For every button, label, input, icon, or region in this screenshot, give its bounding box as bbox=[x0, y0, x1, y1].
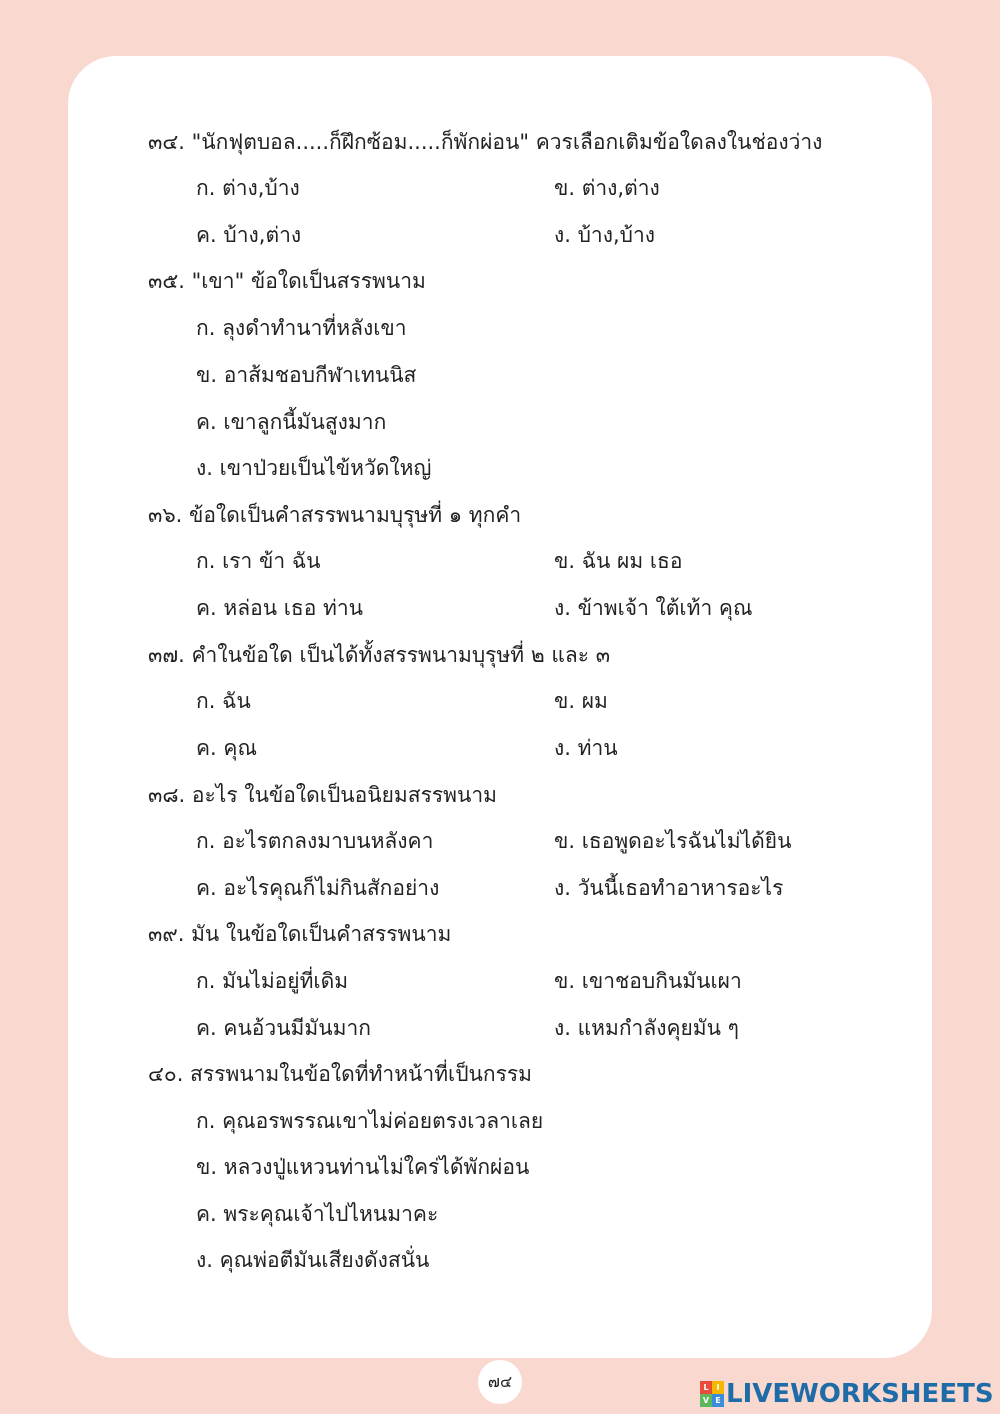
q37-option-a[interactable]: ก. ฉัน bbox=[196, 689, 251, 713]
q34-option-a[interactable]: ก. ต่าง,บ้าง bbox=[196, 176, 300, 200]
question-34: ๓๔. "นักฟุตบอล.....ก็ฝึกซ้อม.....ก็พักผ่อน" ควรเลือกเติมข้อใดลงในช่องว่าง bbox=[148, 130, 823, 154]
question-39: ๓๙. มัน ในข้อใดเป็นคำสรรพนาม bbox=[148, 922, 452, 946]
q38-option-c[interactable]: ค. อะไรคุณก็ไม่กินสักอย่าง bbox=[196, 876, 440, 900]
logo-letter-i: I bbox=[712, 1381, 724, 1394]
question-38: ๓๘. อะไร ในข้อใดเป็นอนิยมสรรพนาม bbox=[148, 783, 497, 807]
q36-option-a[interactable]: ก. เรา ข้า ฉัน bbox=[196, 549, 321, 573]
q38-option-d[interactable]: ง. วันนี้เธอทำอาหารอะไร bbox=[554, 876, 784, 900]
liveworksheets-brand bbox=[700, 1380, 994, 1408]
q39-option-c[interactable]: ค. คนอ้วนมีมันมาก bbox=[196, 1016, 371, 1040]
q39-option-b[interactable]: ข. เขาชอบกินมันเผา bbox=[554, 969, 742, 993]
q38-option-b[interactable]: ข. เธอพูดอะไรฉันไม่ได้ยิน bbox=[554, 829, 792, 853]
brand-text: LIVEWORKSHEETS bbox=[726, 1379, 994, 1409]
q36-option-c[interactable]: ค. หล่อน เธอ ท่าน bbox=[196, 596, 364, 620]
q36-option-d[interactable]: ง. ข้าพเจ้า ใต้เท้า คุณ bbox=[554, 596, 753, 620]
question-40: ๔๐. สรรพนามในข้อใดที่ทำหน้าที่เป็นกรรม bbox=[148, 1062, 533, 1086]
liveworksheets-logo-icon bbox=[700, 1381, 724, 1407]
logo-letter-e: E bbox=[712, 1394, 724, 1407]
q40-option-a[interactable]: ก. คุณอรพรรณเขาไม่ค่อยตรงเวลาเลย bbox=[196, 1109, 544, 1133]
q40-option-c[interactable]: ค. พระคุณเจ้าไปไหนมาคะ bbox=[196, 1202, 439, 1226]
q40-option-b[interactable]: ข. หลวงปู่แหวนท่านไม่ใคร่ได้พักผ่อน bbox=[196, 1155, 530, 1179]
q39-option-a[interactable]: ก. มันไม่อยู่ที่เดิม bbox=[196, 969, 349, 993]
q35-option-d[interactable]: ง. เขาป่วยเป็นไข้หวัดใหญ่ bbox=[196, 456, 432, 480]
q35-option-a[interactable]: ก. ลุงดำทำนาที่หลังเขา bbox=[196, 316, 407, 340]
q34-option-b[interactable]: ข. ต่าง,ต่าง bbox=[554, 176, 660, 200]
q37-option-c[interactable]: ค. คุณ bbox=[196, 736, 257, 760]
q37-option-d[interactable]: ง. ท่าน bbox=[554, 736, 618, 760]
q37-option-b[interactable]: ข. ผม bbox=[554, 689, 608, 713]
question-37: ๓๗. คำในข้อใด เป็นได้ทั้งสรรพนามบุรุษที่ ๒ และ ๓ bbox=[148, 643, 611, 667]
q35-option-b[interactable]: ข. อาส้มชอบกีฬาเทนนิส bbox=[196, 363, 417, 387]
q35-option-c[interactable]: ค. เขาลูกนี้มันสูงมาก bbox=[196, 410, 387, 434]
q38-option-a[interactable]: ก. อะไรตกลงมาบนหลังคา bbox=[196, 829, 434, 853]
q39-option-d[interactable]: ง. แหมกำลังคุยมัน ๆ bbox=[554, 1016, 739, 1040]
page-number: ๗๔ bbox=[478, 1360, 522, 1404]
logo-letter-l: L bbox=[700, 1381, 712, 1394]
question-35: ๓๕. "เขา" ข้อใดเป็นสรรพนาม bbox=[148, 269, 426, 293]
q36-option-b[interactable]: ข. ฉัน ผม เธอ bbox=[554, 549, 683, 573]
q40-option-d[interactable]: ง. คุณพ่อตีมันเสียงดังสนั่น bbox=[196, 1248, 430, 1272]
logo-letter-v: V bbox=[700, 1394, 712, 1407]
q34-option-c[interactable]: ค. บ้าง,ต่าง bbox=[196, 223, 302, 247]
q34-option-d[interactable]: ง. บ้าง,บ้าง bbox=[554, 223, 656, 247]
question-36: ๓๖. ข้อใดเป็นคำสรรพนามบุรุษที่ ๑ ทุกคำ bbox=[148, 503, 522, 527]
